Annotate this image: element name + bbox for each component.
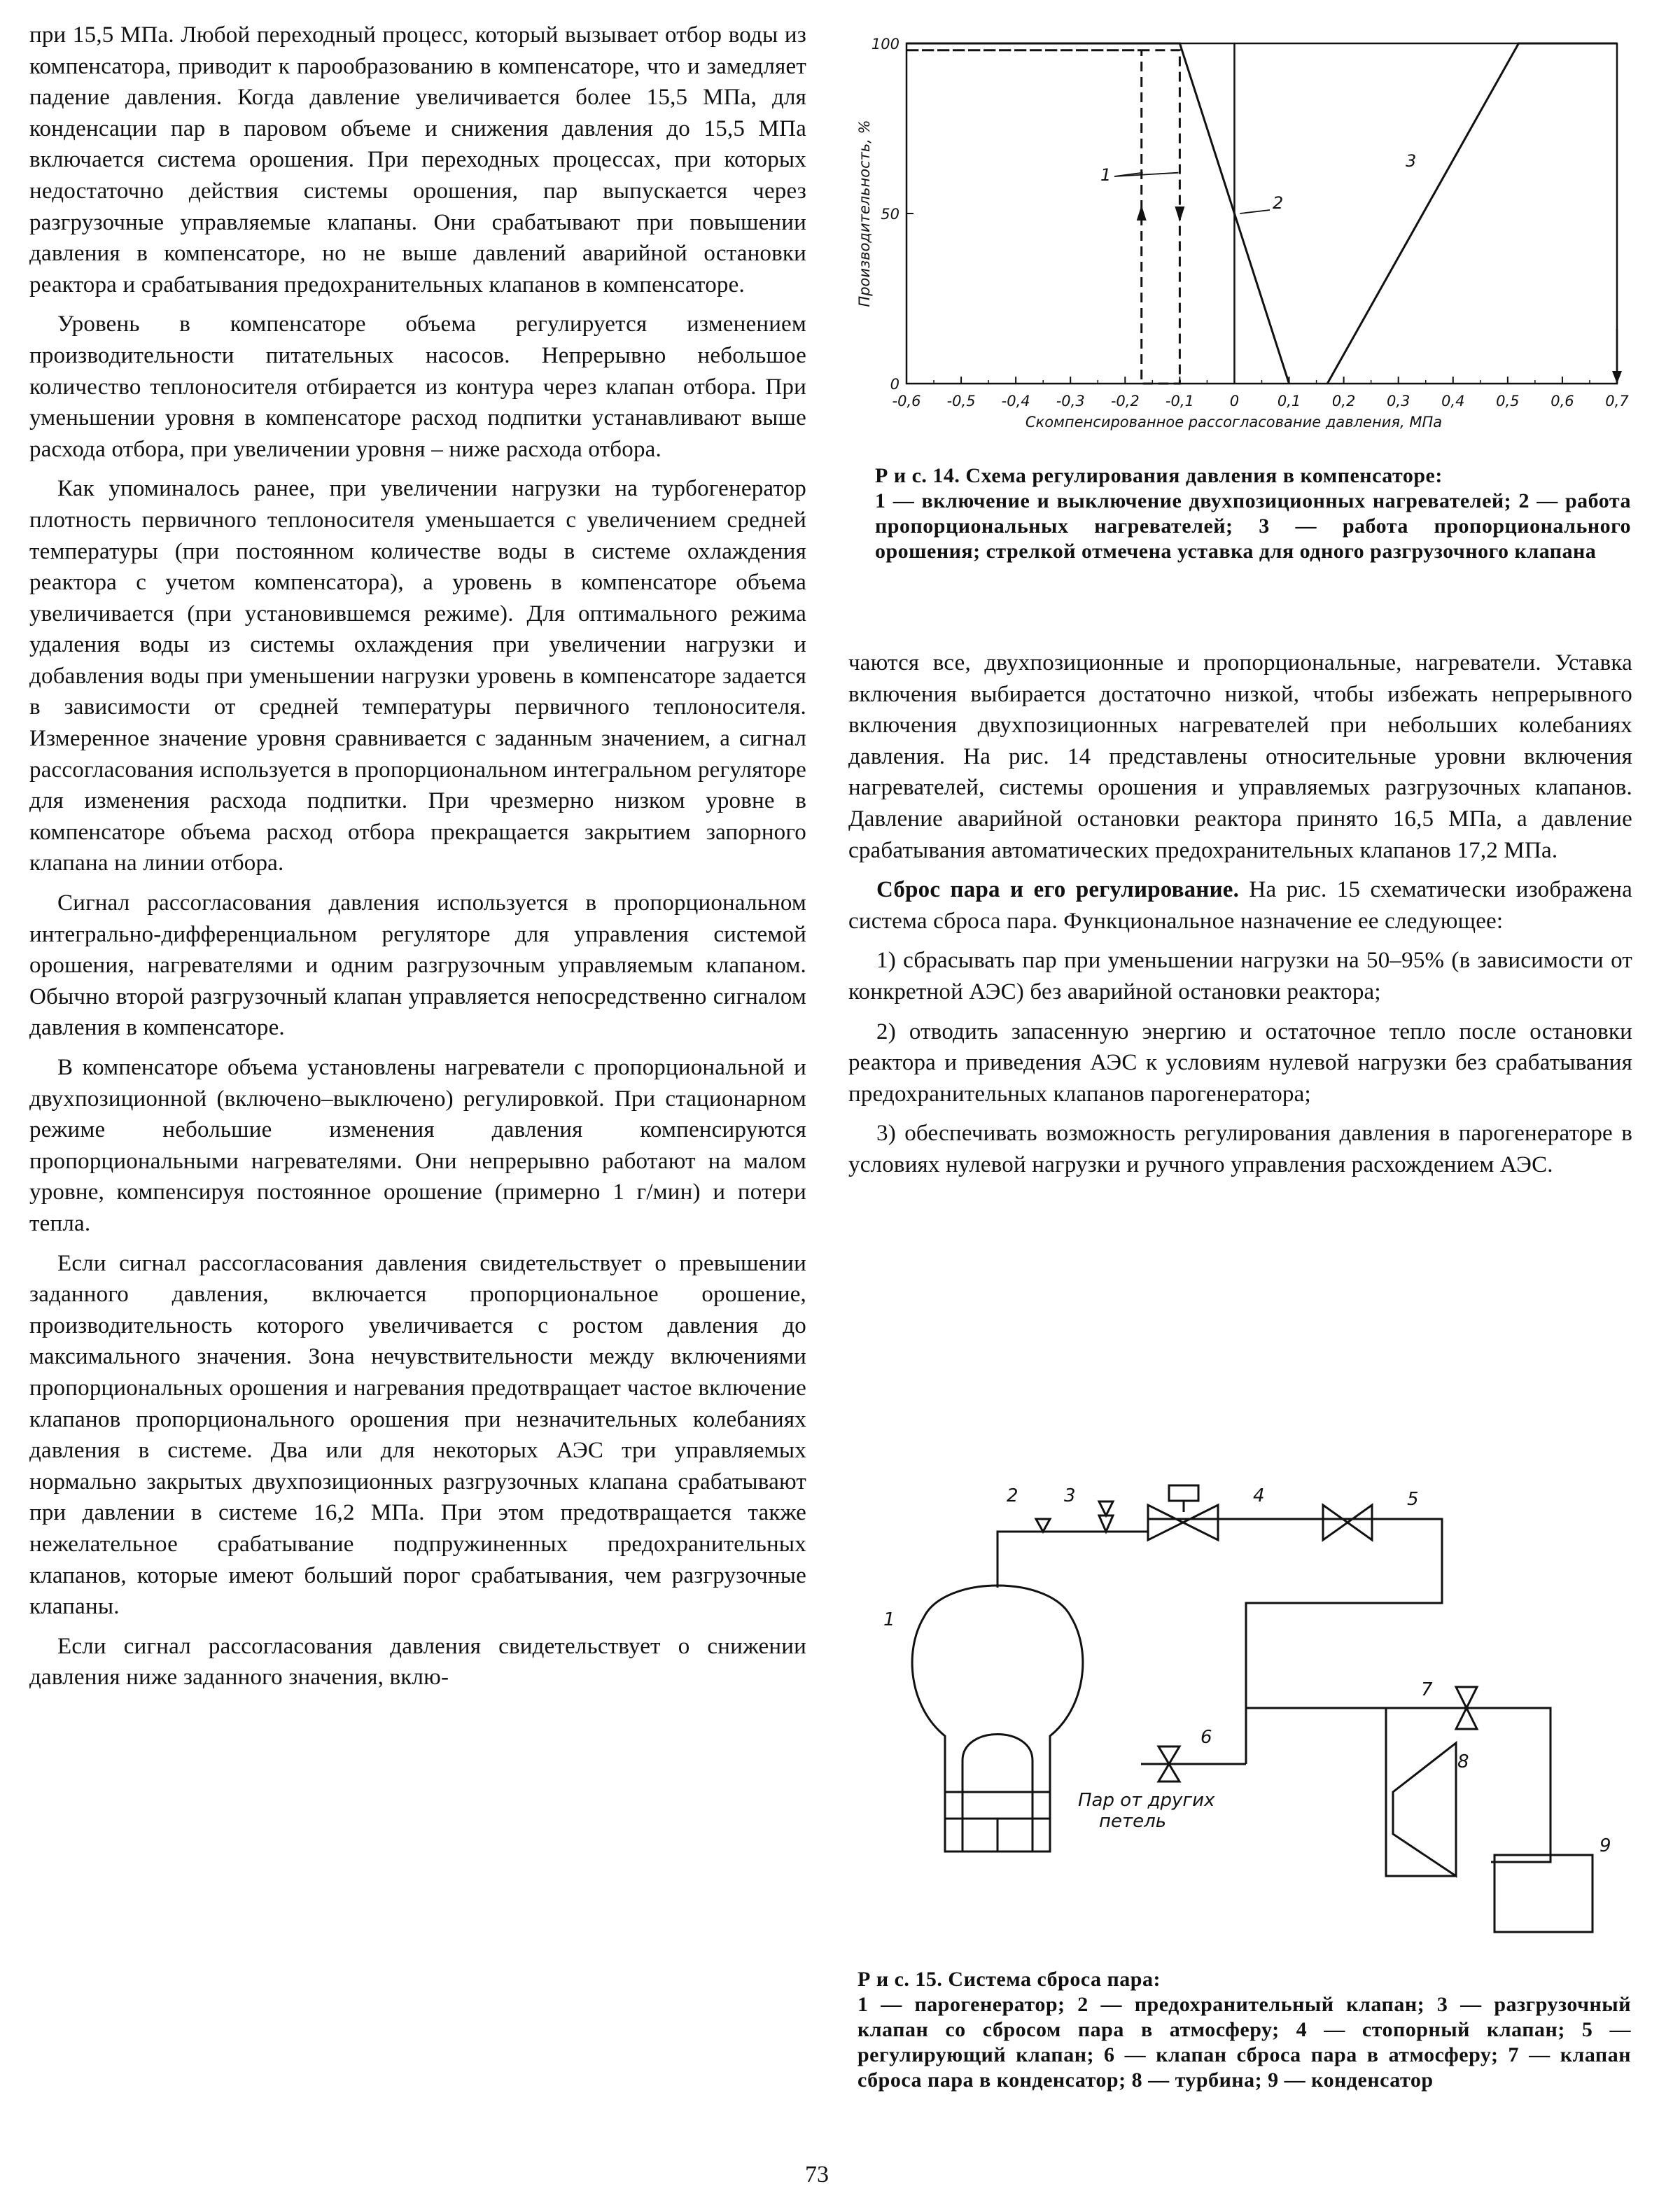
list-item: 3) обеспечивать возможность регулирования давления в парогенераторе в условиях нулевой нагрузки и ручного управления расхождением АЭС. bbox=[848, 1121, 1632, 1177]
turbine-feed-line bbox=[1246, 1708, 1550, 1862]
annotation-line-1: Пар от других bbox=[1078, 1790, 1215, 1811]
figure-15-caption bbox=[858, 1967, 1631, 2093]
x-tick-label: -0,3 bbox=[1056, 393, 1085, 410]
relief-valve-3 bbox=[1099, 1502, 1113, 1532]
control-valve-5 bbox=[1323, 1505, 1372, 1540]
left-text-column bbox=[29, 20, 806, 1702]
caption-title: Р и с. 15. Система сброса пара: bbox=[858, 1968, 1161, 1991]
x-tick-label: 0,2 bbox=[1331, 393, 1356, 410]
list-item: 2) отводить запасенную энергию и остаточное тепло после остановки реактора и приведения АЭС к условиям нулевой нагрузки без срабатывания предохранительных клапанов парогенератора; bbox=[848, 1018, 1632, 1107]
x-tick-label: 0,6 bbox=[1550, 393, 1574, 410]
paragraph: при 15,5 МПа. Любой переходный процесс, который вызывает отбор воды из компенсатора, приводит к парообразованию в компенсаторе, что и замедляет падение давления. Когда давление увеличивается более 15,5 МПа, для конденсации пар в паровом объеме и снижения давления до 15,5 МПа включается система орошения. При переходных процессах, при которых недостаточно действия системы орошения, пар выпускается через разгрузочные управляемые клапаны. Они срабатывают при повышении давления в компенсаторе, но не выше давлений аварийной остановки реактора и срабатывания предохранительных клапанов в компенсаторе. bbox=[29, 22, 806, 298]
x-tick-label: -0,2 bbox=[1110, 393, 1140, 410]
main-steam-line bbox=[997, 1519, 1442, 1722]
x-tick-label: 0,5 bbox=[1496, 393, 1520, 410]
right-text-column bbox=[848, 648, 1632, 1189]
curve-label-1: 1 bbox=[1100, 165, 1112, 185]
label-5: 5 bbox=[1407, 1489, 1419, 1510]
x-tick-label: 0,1 bbox=[1277, 393, 1301, 410]
curve-label-3: 3 bbox=[1406, 151, 1417, 171]
y-tick-label: 50 bbox=[881, 206, 899, 223]
arrow-down-marker bbox=[1175, 206, 1184, 222]
label-1: 1 bbox=[883, 1609, 895, 1630]
bypass-line bbox=[1386, 1708, 1456, 1876]
x-tick-label: 0,3 bbox=[1386, 393, 1410, 410]
page-number: 73 bbox=[805, 2162, 829, 2188]
x-axis-label: Скомпенсированное рассогласование давления, МПа bbox=[1025, 414, 1443, 430]
label-2: 2 bbox=[1007, 1485, 1018, 1506]
setpoint-arrow-head bbox=[1612, 371, 1622, 384]
paragraph-text: На рис. 15 схематически изображена система сброса пара. Функциональное назначение ее следующее: bbox=[848, 877, 1632, 934]
chart-14-svg bbox=[840, 21, 1645, 455]
caption-legend: 1 — включение и выключение двухпозиционных нагревателей; 2 — работа пропорциональных нагревателей; 3 — работа пропорционального орошения; стрелкой отмечена уставка для одного разгрузочного клапана bbox=[875, 489, 1631, 563]
figure-14-caption bbox=[875, 463, 1631, 564]
x-tick-label: -0,1 bbox=[1165, 393, 1194, 410]
condenser-9 bbox=[1494, 1855, 1592, 1932]
turbine-8 bbox=[1393, 1743, 1456, 1876]
y-tick-label: 100 bbox=[871, 36, 899, 52]
label-9: 9 bbox=[1600, 1835, 1611, 1856]
caption-legend: 1 — парогенератор; 2 — предохранительный клапан; 3 — разгрузочный клапан со сбросом пара в атмосферу; 4 — стопорный клапан; 5 — регулирующий клапан; 6 — клапан сброса пара в атмосферу; 7 — клапан сброса пара в конденсатор; 8 — турбина; 9 — конденсатор bbox=[858, 1993, 1631, 2092]
series-line-3 bbox=[1327, 43, 1617, 384]
curve-label-2: 2 bbox=[1273, 193, 1284, 213]
paragraph: Уровень в компенсаторе объема регулируется изменением производительности питательных насосов. Непрерывно небольшое количество теплоносителя отбирается из контура через клапан отбора. При уменьшении уровня в компенсаторе расход подпитки устанавливают выше расхода отбора, при увеличении уровня – ниже расхода отбора. bbox=[29, 312, 806, 462]
paragraph: Как упоминалось ранее, при увеличении нагрузки на турбогенератор плотность первичного теплоносителя уменьшается с увеличением средней температуры (при постоянном количестве воды в системе охлаждения реактора с учетом компенсатора), а уровень в компенсаторе объема увеличивается (при установившемся режиме). Для оптимального режима удаления воды из системы охлаждения при увеличении нагрузки и добавления воды при уменьшении нагрузки уровень в компенсаторе задается в зависимости от средней температуры первичного теплоносителя. Измеренное значение уровня сравнивается с заданным значением, а сигнал рассогласования используется в пропорциональном интегральном регуляторе для изменения расхода подпитки. При чрезмерно низком уровне в компенсаторе объема расход отбора прекращается закрытием запорного клапана на линии отбора. bbox=[29, 476, 806, 876]
y-tick-label: 0 bbox=[890, 376, 899, 393]
paragraph: чаются все, двухпозиционные и пропорциональные, нагреватели. Уставка включения выбирается достаточно низкой, чтобы избежать непрерывного включения двухпозиционных нагревателей при небольших колебаниях давления. На рис. 14 представлены относительные уровни включения нагревателей, системы орошения и управляемых разгрузочных клапанов. Давление аварийной остановки реактора принято 16,5 МПа, а давление срабатывания автоматических предохранительных клапанов 17,2 МПа. bbox=[848, 650, 1632, 863]
paragraph: В компенсаторе объема установлены нагреватели с пропорциональной и двухпозиционной (включено–выключено) регулировкой. При стационарном режиме небольшие изменения давления компенсируются пропорциональными нагревателями. Они непрерывно работают на малом уровне, компенсируя постоянное орошение (примерно 1 г/мин) и потери тепла. bbox=[29, 1055, 806, 1236]
x-tick-label: -0,6 bbox=[892, 393, 921, 410]
label-4: 4 bbox=[1253, 1485, 1265, 1506]
x-tick-label: 0 bbox=[1229, 393, 1240, 410]
x-tick-label: 0,4 bbox=[1441, 393, 1465, 410]
list-item: 1) сбрасывать пар при уменьшении нагрузки на 50–95% (в зависимости от конкретной АЭС) без аварийной остановки реактора; bbox=[848, 948, 1632, 1004]
x-tick-label: 0,7 bbox=[1605, 393, 1629, 410]
label-7: 7 bbox=[1421, 1679, 1433, 1700]
safety-valve-2 bbox=[1036, 1519, 1050, 1532]
paragraph: Если сигнал рассогласования давления свидетельствует о снижении давления ниже заданного значения, вклю- bbox=[29, 1633, 806, 1690]
section-heading: Сброс пара и его регулирование. bbox=[876, 877, 1240, 903]
figure-14-chart bbox=[840, 21, 1645, 455]
label-8: 8 bbox=[1457, 1751, 1469, 1772]
label-6: 6 bbox=[1200, 1727, 1212, 1748]
label-3: 3 bbox=[1064, 1485, 1076, 1506]
x-tick-label: -0,5 bbox=[946, 393, 976, 410]
leader-line-2 bbox=[1240, 210, 1270, 214]
paragraph: Если сигнал рассогласования давления свидетельствует о превышении заданного давления, включается пропорциональное орошение, производительность которого увеличивается с ростом давления до максимального значения. Зона нечувствительности между включениями пропорциональных орошения и нагревания предотвращает частое включение клапанов пропорционального орошения при незначительных колебаниях давления в системе. Два или для некоторых АЭС три управляемых нормально закрытых двухпозиционных разгрузочных клапана срабатывают при давлении в системе 16,2 МПа. При этом предотвращается также нежелательное срабатывание подпружиненных предохранительных клапанов, которые имеют больший порог срабатывания, чем разгрузочные клапаны. bbox=[29, 1250, 806, 1620]
figure-15-diagram bbox=[840, 1442, 1645, 1960]
plot-frame bbox=[906, 43, 1617, 384]
paragraph: Сигнал рассогласования давления используется в пропорциональном интегрально-дифференциальном регуляторе для управления системой орошения, нагревателями и одним разгрузочным управляемым клапаном. Обычно второй разгрузочный клапан управляется непосредственно сигналом давления в компенсаторе. bbox=[29, 890, 806, 1041]
stop-valve-4-actuator bbox=[1169, 1485, 1198, 1501]
caption-title: Р и с. 14. Схема регулирования давления в компенсаторе: bbox=[875, 464, 1443, 487]
steam-generator-shell bbox=[912, 1586, 1083, 1851]
arrow-up-marker bbox=[1137, 205, 1147, 220]
x-tick-label: -0,4 bbox=[1001, 393, 1030, 410]
annotation-line-2: петель bbox=[1099, 1811, 1167, 1832]
paragraph bbox=[848, 874, 1632, 937]
series-line-2 bbox=[906, 43, 1289, 384]
y-axis-label: Производительность, % bbox=[856, 120, 873, 307]
steam-dump-diagram bbox=[840, 1442, 1645, 1960]
